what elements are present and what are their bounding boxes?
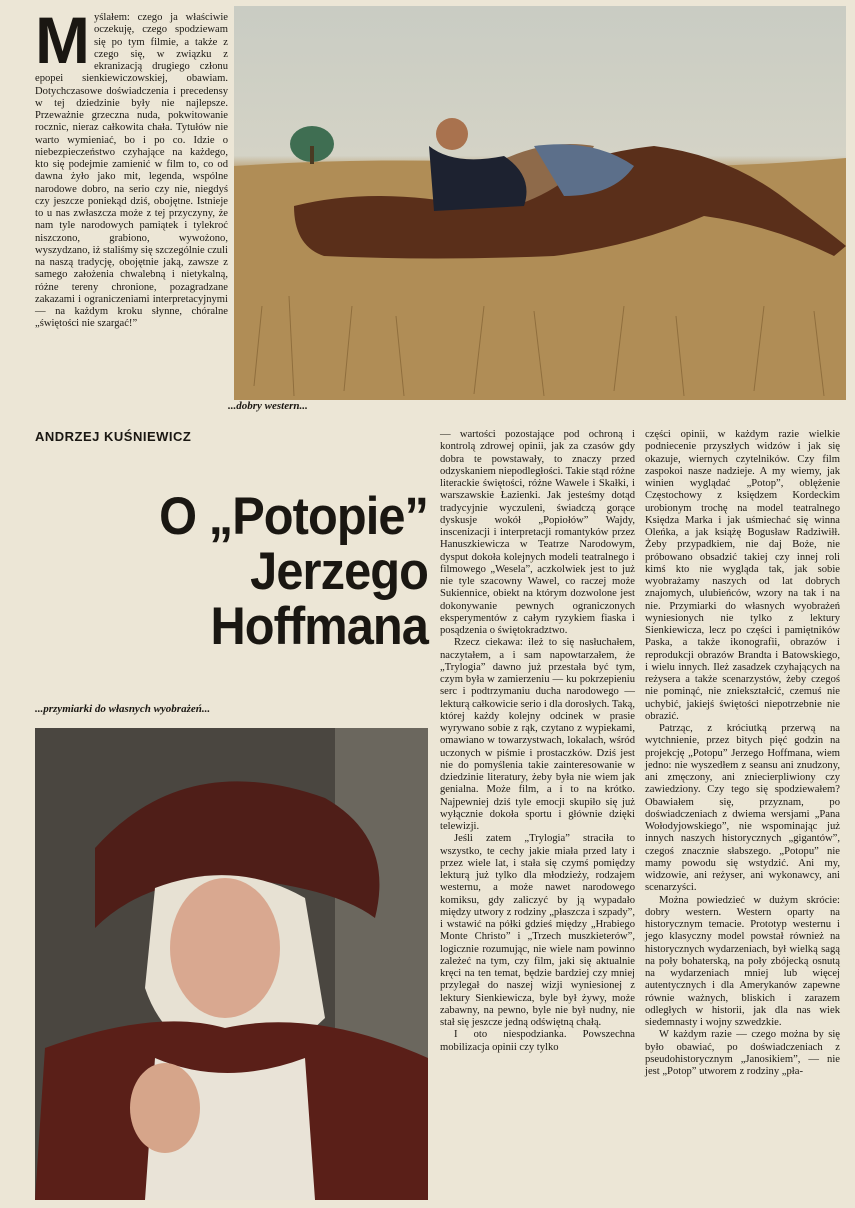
headline-line-2: Jerzego: [250, 542, 428, 601]
rider-and-horse-illustration: [234, 6, 846, 400]
author-byline: ANDRZEJ KUŚNIEWICZ: [35, 429, 192, 444]
intro-text: yślałem: czego ja właściwie oczekuję, czego spodziewam się po tym filmie, a także z czego się, w związku z ekranizacją drugiego członu epopei sienkiewiczowskiej, obawiam. Dotychczasowe doświadczenia i precedensy w tej dziedzinie były nie najlepsze. Przeważnie grzeczna nuda, pokwitowanie rocznic, nieraz całkowita chała. Tytułów nie warto wymieniać, bo i po co. Idzie o niebezpieczeństwo czyhające na każdego, kto się podejmie zamienić w film to, co od dawna żyło jako mit, legenda, wspólne narodowe dobro, na serio czy nie, niegdyś czy jeszcze poniekąd dziś, obojętne. Istnieje to u nas zwłaszcza może z tej przyczyny, że nam tyle narodowych pamiątek i tylekroć niszczono, grabiono, wywożono, wyszydzano, iż staliśmy się szczególnie czuli na naszą tradycję, obojętnie jaką, zawsze z samego założenia chwalebną i nietykalną, różne tereny chronione, pozagradzane zakazami i ograniczeniami interpretacyjnymi — na każdym kroku słynne, chóralne „świętości nie szargać!”: [35, 12, 228, 330]
column-2-paragraph-1: — wartości pozostające pod ochroną i kontrolą zdrowej opinii, jak za czasów gdy dobra te powstawały, to znaczy przed odzyskaniem niepodległości. Takie stąd różne literackie świętości, różne Wawele i Skałki, i warszawskie Łazienki. Jak jesteśmy dotąd tradycyjnie wyczuleni, świadczą gorące dyskusje wokół „Popiołów” Wajdy, inscenizacji i interpretacji romantyków przez Hanuszkiewicza w Teatrze Narodowym, dysput dokoła kolejnych modeli teatralnego i filmowego „Wesela”, aczkolwiek jest to już nie tyle szacowny Wawel, co raczej może Sukiennice, obiekt na którym dozwolone jest dokonywanie pewnych ograniczonych eksperymentów z całym ryzykiem fiaska i posądzenia o świętokradztwo.: [440, 429, 635, 636]
headline-line-3: Hoffmana: [210, 597, 428, 656]
bottom-photo: [35, 728, 428, 1200]
intro-column: [35, 3, 228, 331]
column-3-paragraph-1: części opinii, w każdym razie wielkie podniecenie przyszłych widzów i jak się okazuje, wiernych czytelników. Czy film zaspokoi nasze nadzieje. A my wiemy, jak winien wyglądać „Potop”, oblężenie Częstochowy z księdzem Kordeckim urobionym trochę na model teatralnego Księdza Marka i jak uśmiechać się winna Oleńka, a jak książę Bogusław Radziwiłł. Żeby przypadkiem, nie daj Boże, nie próbowano obsadzić takiej czy innej roli kimś kto nie wygląda tak, jak sobie wyobrażamy naszych od lat dobrych znajomych, ulubieńców, wzory na tak i na nie. Przymiarki do własnych wyobrażeń wyniesionych nie tylko z lektury Sienkiewicza, lecz po części i pamiętników Paska, a także ikonografii, obrazów i reprodukcji obrazów Brandta i Batowskiego, i wielu innych. Ileż zasadzek czyhających na reżysera a także scenarzystów, żeby czegoś nie pominąć, nie zniekształcić, czemuś nie uchybić, jakiejś świętości niepotrzebnie nie obrazić.: [645, 429, 840, 722]
column-3-paragraph-2: Patrząc, z króciutką przerwą na wytchnienie, przez bitych pięć godzin na projekcję „Potopu” Jerzego Hoffmana, wiem jedno: nie wyszedłem z seansu ani znudzony, ani zmęczony, ani zniecierpliwiony czy zawiedziony. Czy tego się spodziewałem? Obawiałem się, przyznam, po doświadczeniach z dwiema wersjami „Pana Wołodyjowskiego”, nie wspominając już innych naszych historycznych „gigantów”, czegoś znacznie słabszego. „Potopu” nie mamy powodu się wstydzić. Ani my, widzowie, ani reżyser, ani wykonawcy, ani scenarzyści.: [645, 723, 840, 894]
column-3-paragraph-4: W każdym razie — czego można by się było obawiać, po doświadczeniach z pseudohistorycznym „Janosikiem”, — nie jest „Potop” utworem z rodziny „pła-: [645, 1029, 840, 1077]
column-3-paragraph-3: Można powiedzieć w dużym skrócie: dobry western. Western oparty na historycznym temacie. Prototyp westernu i jego klasyczny model powstał również na historycznych wydarzeniach, był wielką sagą na poły bohaterską, na poły zbójecką osnutą na wydarzeniach mniej lub więcej autentycznych i dla Amerykanów zapewne równie ważnych, bliskich i zarazem odległych w historii, jak dla nas wiek siedemnasty i wojny szwedzkie.: [645, 894, 840, 1028]
top-photo: [234, 6, 846, 400]
headline-line-1: O „Potopie”: [159, 487, 428, 546]
body-column-2: [440, 429, 635, 1054]
drop-cap: M: [35, 3, 90, 77]
column-2-paragraph-4: I oto niespodzianka. Powszechna mobilizacja opinii czy tylko: [440, 1029, 635, 1053]
column-2-paragraph-2: Rzecz ciekawa: ileż to się nasłuchałem, naczytałem, a i sam napowtarzałem, że „Trylogia” dawno już przestała być tym, czym była w zamierzeniu — ku pokrzepieniu serc i podtrzymaniu ducha narodowego — lekturą całkowicie serio i dla dorosłych. Taką, której każdy kolejny odcinek w prasie wyrywano sobie z rąk, czytano z wypiekami, omawiano w towarzystwach, lokalach, wśród uczonych w piśmie i prostaczków. Dziś jest nie do pomyślenia takie zainteresowanie w dziedzinie literatury, żeby była nie wiem jak genialna. Może film, a i to na krótko. Najpewniej dziś tyle emocji skupiło się już wyłącznie dokoła sportu i głównie dzięki telewizji.: [440, 637, 635, 832]
woman-portrait-illustration: [35, 728, 428, 1200]
column-2-paragraph-3: Jeśli zatem „Trylogia” straciła to wszystko, te cechy jakie miała przed laty i przez wiele lat, i stała się czymś pomiędzy lekturą już tylko dla młodzieży, rodzajem westernu, a może nawet narodowego komiksu, gdy zaliczyć by ją wypadało między utwory z rodziny „płaszcza i szpady”, i wstawić na półki gdzieś między „Hrabiego Monte Christo” i „Trzech muszkieterów”, logicznie rozumując, nie wiele nam powinno zależeć na tym, czy film, jaki się aktualnie kręci na ten temat, będzie bardziej czy mniej przylegał do naszej wizji wyniesionej z lektury Sienkiewicza, byle był żywy, może zabawny, na pewno, byle nie był nudny, nie stał się jeszcze jedną odświętną chałą.: [440, 833, 635, 1028]
caption-top: ...dobry western...: [228, 400, 308, 412]
body-column-3: [645, 429, 840, 1078]
caption-middle: ...przymiarki do własnych wyobrażeń...: [35, 703, 211, 715]
headline: [35, 489, 428, 654]
